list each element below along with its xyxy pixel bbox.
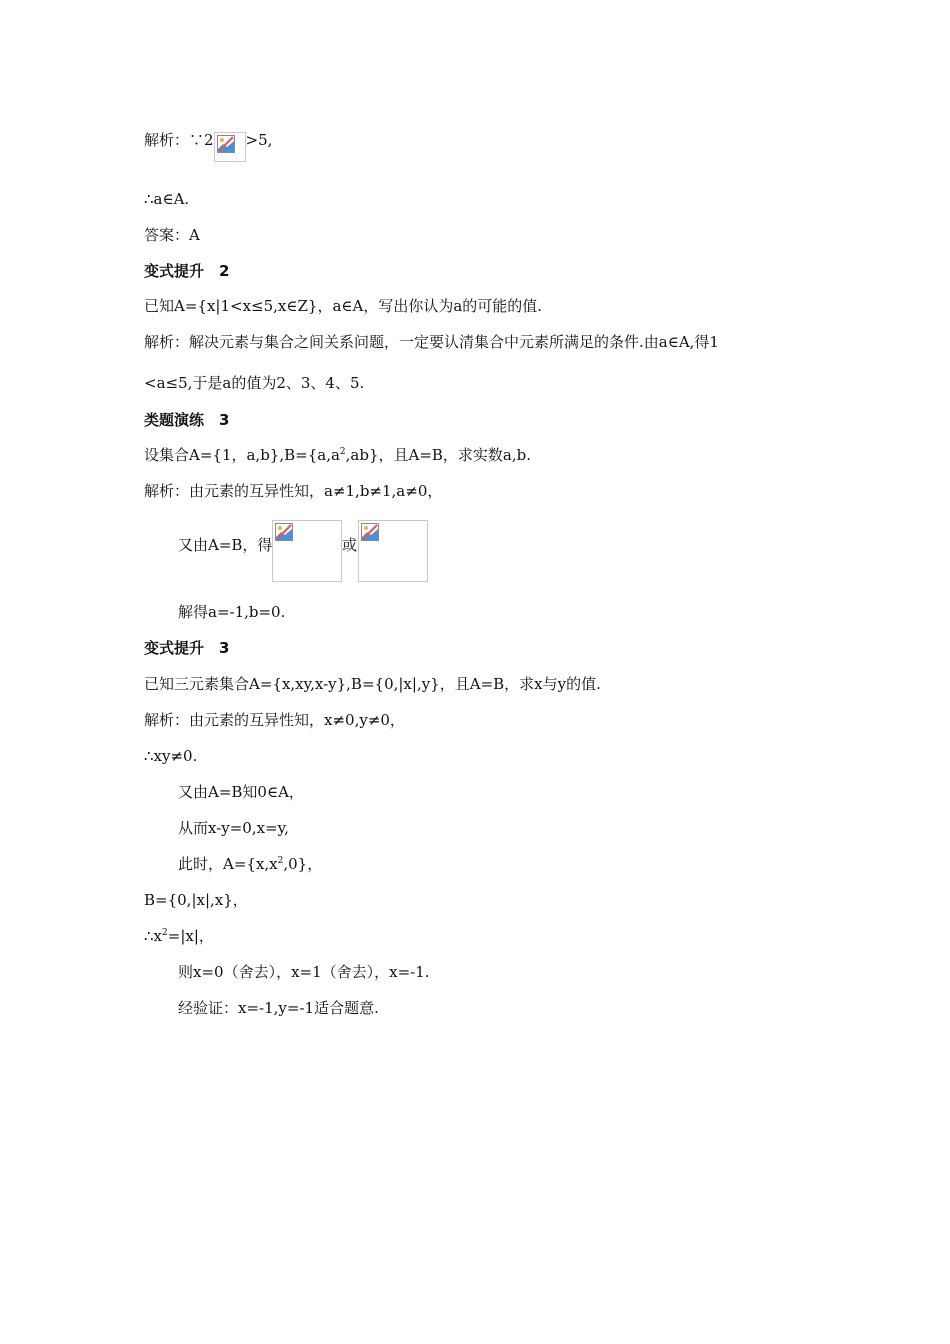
step-set-a: 此时，$A=\{x,x^2,0\}$， xyxy=(178,855,323,873)
problem-statement-3: 设集合A={1，$a,b\},B=\{a,a^2,ab\}$，且A=B，求实数a,b. xyxy=(144,446,532,464)
step-xy-nonzero: ∴xy≠0. xyxy=(144,747,198,765)
or-label: 或 xyxy=(342,536,358,554)
analysis-line-1: 解析：∵2 >5, xyxy=(144,130,272,162)
broken-image-icon xyxy=(275,523,293,541)
broken-image-icon xyxy=(217,135,235,153)
step-x-values: 则x=0（舍去），x=1（舍去），x=-1. xyxy=(178,963,430,981)
step-x-equals-y: 从而x-y=0,x=y, xyxy=(178,819,289,837)
analysis-line-4: 解析：由元素的互异性知，x≠0,y≠0， xyxy=(144,711,405,729)
verification-line: 经验证：x=-1,y=-1适合题意. xyxy=(178,999,379,1017)
broken-image-icon xyxy=(361,523,379,541)
step-set-b: B={0,|x|,x}， xyxy=(144,891,248,909)
analysis-line-2-cont: <a≤5,于是a的值为2、3、4、5. xyxy=(144,374,365,392)
step-x-squared: $\therefore x^2=|x|$， xyxy=(144,927,214,945)
section-heading-variant-3: 变式提升 3 xyxy=(144,639,230,657)
equation-system-image-2 xyxy=(358,520,428,582)
section-heading-variant-2: 变式提升 2 xyxy=(144,262,230,280)
analysis-line-2: 解析：解决元素与集合之间关系问题，一定要认清集合中元素所满足的条件.由a∈A,得1 xyxy=(144,333,719,351)
step-zero-in-a: 又由A=B知0∈A， xyxy=(178,783,304,801)
answer-line: 答案：A xyxy=(144,226,200,244)
formula-image xyxy=(214,132,246,162)
equation-system-label: 又由A=B，得 xyxy=(178,536,273,554)
problem-statement-4: 已知三元素集合A={x,xy,x-y},B={0,|x|,y}，且A=B，求x与y的值. xyxy=(144,675,601,693)
equation-system-image-1 xyxy=(272,520,342,582)
section-heading-practice-3: 类题演练 3 xyxy=(144,411,230,429)
analysis-line-3: 解析：由元素的互异性知，a≠1,b≠1,a≠0， xyxy=(144,482,443,500)
solution-line-3: 解得a=-1,b=0. xyxy=(178,603,286,621)
problem-statement-2: 已知A={x|1<x≤5,x∈Z}，a∈A，写出你认为a的可能的值. xyxy=(144,297,543,315)
conclusion-line: ∴a∈A. xyxy=(144,190,190,208)
